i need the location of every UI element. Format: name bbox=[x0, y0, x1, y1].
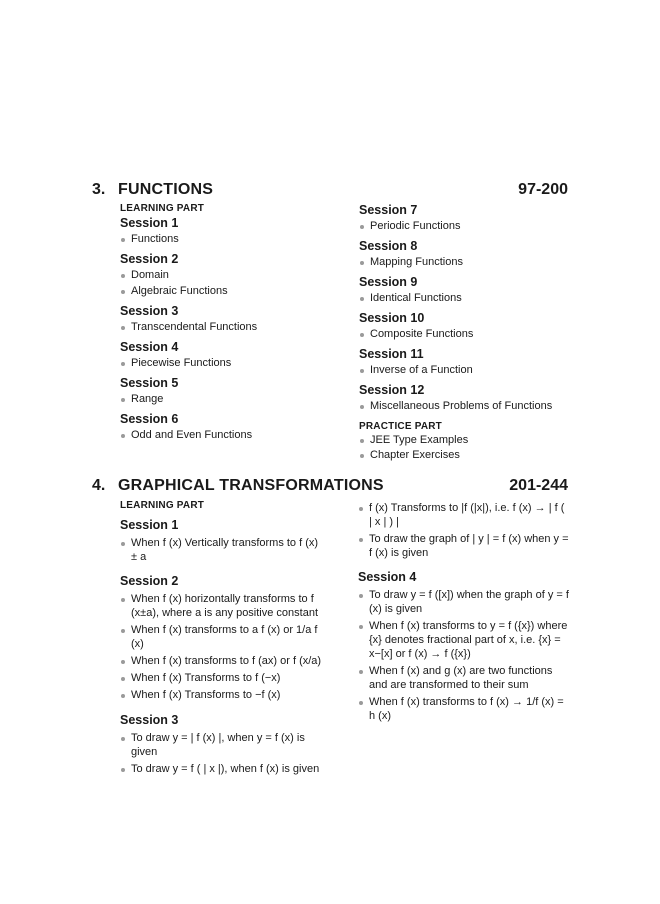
practice-item: Chapter Exercises bbox=[359, 448, 609, 463]
topic-item: When f (x) Transforms to −f (x) bbox=[120, 688, 325, 702]
session-title: Session 4 bbox=[120, 340, 179, 354]
topic-item: Domain bbox=[120, 268, 370, 283]
session-title: Session 8 bbox=[359, 239, 418, 253]
topic-item: Miscellaneous Problems of Functions bbox=[359, 399, 609, 414]
session-title: Session 4 bbox=[358, 570, 417, 584]
session-title: Session 11 bbox=[359, 347, 424, 361]
session-title: Session 6 bbox=[120, 412, 179, 426]
chapter-heading bbox=[92, 477, 568, 501]
topic-item: Periodic Functions bbox=[359, 219, 609, 234]
topic-item: Mapping Functions bbox=[359, 255, 609, 270]
topic-item: Piecewise Functions bbox=[120, 356, 370, 371]
topic-item: When f (x) Transforms to f (−x) bbox=[120, 671, 325, 685]
topic-item: When f (x) Vertically transforms to f (x) ± a bbox=[120, 536, 325, 564]
topic-item: When f (x) transforms to f (x) → 1/f (x) = h (x) bbox=[358, 695, 570, 723]
left-column bbox=[120, 203, 370, 443]
topic-item: To draw y = f ([x]) when the graph of y = f (x) is given bbox=[358, 588, 570, 616]
topic-item: When f (x) transforms to f (ax) or f (x/a) bbox=[120, 654, 325, 668]
session-title: Session 3 bbox=[120, 713, 179, 727]
topic-item: When f (x) transforms to a f (x) or 1/a f (x) bbox=[120, 623, 325, 651]
topic-item: Identical Functions bbox=[359, 291, 609, 306]
session-title: Session 12 bbox=[359, 383, 425, 397]
topic-item: To draw y = | f (x) |, when y = f (x) is given bbox=[120, 731, 325, 759]
topic-item: f (x) Transforms to |f (|x|), i.e. f (x) → | f ( | x | ) | bbox=[358, 501, 570, 529]
topic-item: Transcendental Functions bbox=[120, 320, 370, 335]
session-title: Session 3 bbox=[120, 304, 179, 318]
topic-item: When f (x) transforms to y = f ({x}) where {x} denotes fractional part of x, i.e. {x} = x−[x] or f (x) → f ({x}) bbox=[358, 619, 570, 661]
chapter-number: 4. bbox=[92, 477, 106, 494]
right-column bbox=[359, 202, 609, 463]
topic-item: Algebraic Functions bbox=[120, 284, 370, 299]
session-title: Session 9 bbox=[359, 275, 418, 289]
chapter-title: GRAPHICAL TRANSFORMATIONS bbox=[118, 477, 384, 494]
chapter-page-range: 201-244 bbox=[509, 477, 568, 494]
chapter-title: FUNCTIONS bbox=[118, 181, 214, 198]
topic-item: To draw the graph of | y | = f (x) when y = f (x) is given bbox=[358, 532, 570, 560]
topic-item: Odd and Even Functions bbox=[120, 428, 370, 443]
learning-part-label: LEARNING PART bbox=[120, 500, 205, 511]
chapter-page-range: 97-200 bbox=[518, 181, 568, 198]
session-title: Session 1 bbox=[120, 518, 179, 532]
session-title: Session 2 bbox=[120, 574, 179, 588]
left-column bbox=[120, 500, 325, 776]
topic-item: To draw y = f ( | x |), when f (x) is given bbox=[120, 762, 325, 776]
practice-part-label: PRACTICE PART bbox=[359, 421, 442, 432]
right-column bbox=[358, 501, 570, 723]
topic-item: Range bbox=[120, 392, 370, 407]
learning-part-label: LEARNING PART bbox=[120, 203, 205, 214]
topic-item: Functions bbox=[120, 232, 370, 247]
topic-item: Inverse of a Function bbox=[359, 363, 609, 378]
topic-item: When f (x) horizontally transforms to f (x±a), where a is any positive constant bbox=[120, 592, 325, 620]
session-title: Session 7 bbox=[359, 203, 418, 217]
session-title: Session 2 bbox=[120, 252, 179, 266]
chapter-number: 3. bbox=[92, 181, 106, 198]
practice-item: JEE Type Examples bbox=[359, 433, 609, 448]
session-title: Session 5 bbox=[120, 376, 179, 390]
session-title: Session 1 bbox=[120, 216, 179, 230]
session-title: Session 10 bbox=[359, 311, 425, 325]
topic-item: Composite Functions bbox=[359, 327, 609, 342]
topic-item: When f (x) and g (x) are two functions and are transformed to their sum bbox=[358, 664, 570, 692]
